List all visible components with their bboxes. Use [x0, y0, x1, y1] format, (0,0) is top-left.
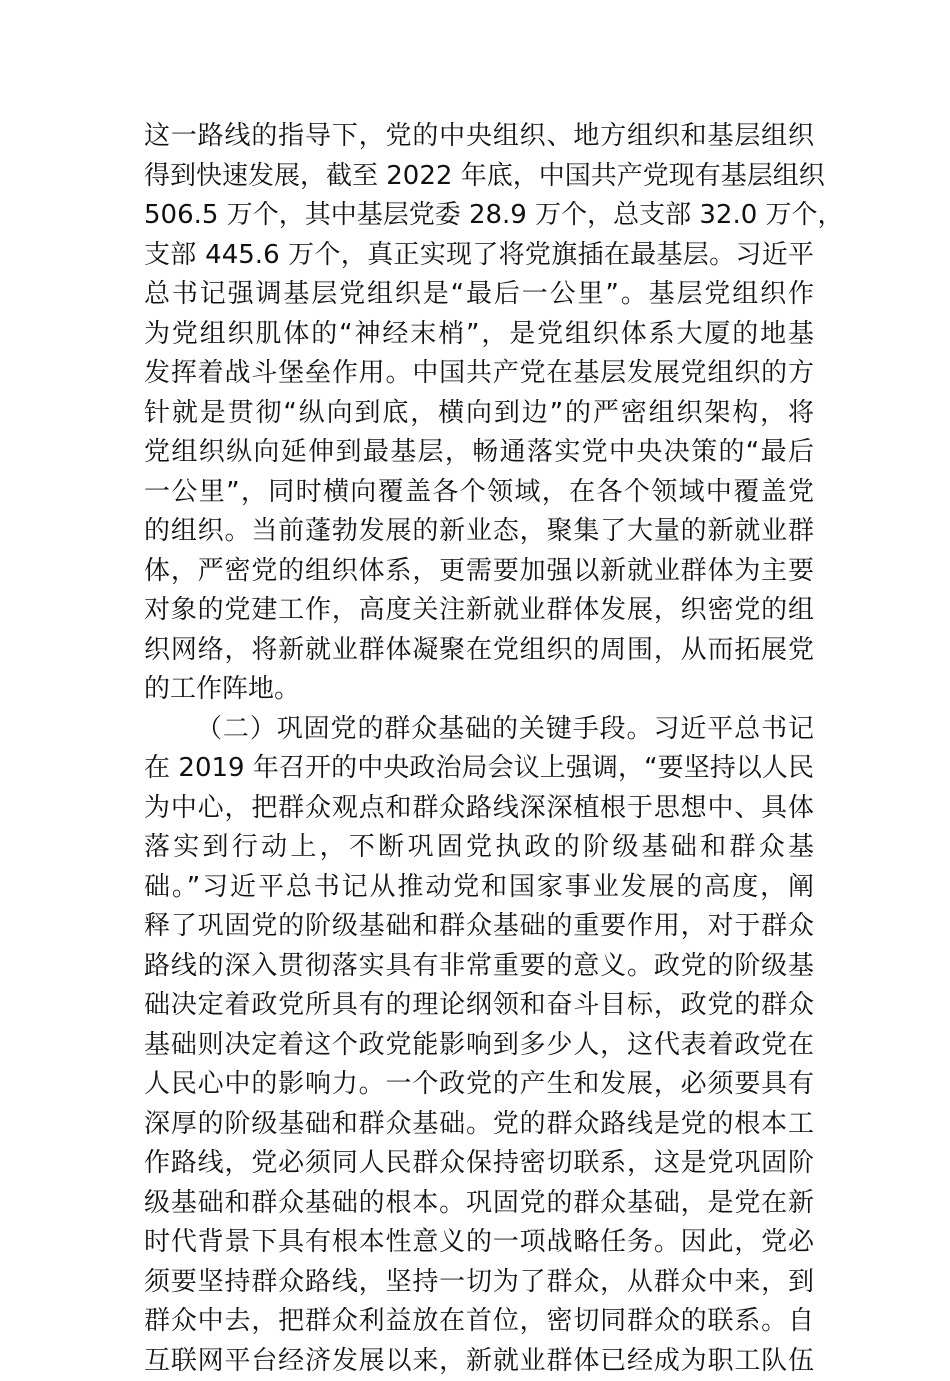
text-line: 释了巩固党的阶级基础和群众基础的重要作用，对于群众	[144, 907, 814, 947]
text-line: 得到快速发展，截至 2022 年底，中国共产党现有基层组织	[144, 157, 814, 197]
text-line: 支部 445.6 万个，真正实现了将党旗插在最基层。习近平	[144, 236, 814, 276]
text-line: 506.5 万个，其中基层党委 28.9 万个，总支部 32.0 万个，	[144, 196, 814, 236]
text-line: 群众中去，把群众利益放在首位，密切同群众的联系。自	[144, 1302, 814, 1342]
text-line: 时代背景下具有根本性意义的一项战略任务。因此，党必	[144, 1223, 814, 1263]
text-line: 的组织。当前蓬勃发展的新业态，聚集了大量的新就业群	[144, 512, 814, 552]
text-line: 这一路线的指导下，党的中央组织、地方组织和基层组织	[144, 117, 814, 157]
text-line: 落实到行动上，不断巩固党执政的阶级基础和群众基	[144, 828, 814, 868]
text-line: 基础则决定着这个政党能影响到多少人，这代表着政党在	[144, 1026, 814, 1066]
text-line: 针就是贯彻“纵向到底，横向到边”的严密组织架构，将	[144, 394, 814, 434]
text-line: 织网络，将新就业群体凝聚在党组织的周围，从而拓展党	[144, 631, 814, 671]
text-line: 础决定着政党所具有的理论纲领和奋斗目标，政党的群众	[144, 986, 814, 1026]
section-heading-line: （二）巩固党的群众基础的关键手段。习近平总书记	[144, 710, 814, 750]
text-line: 体，严密党的组织体系，更需要加强以新就业群体为主要	[144, 552, 814, 592]
text-line: 级基础和群众基础的根本。巩固党的群众基础，是党在新	[144, 1184, 814, 1224]
text-line: 须要坚持群众路线，坚持一切为了群众，从群众中来，到	[144, 1263, 814, 1303]
text-line: 础。”习近平总书记从推动党和国家事业发展的高度，阐	[144, 868, 814, 908]
text-line: 互联网平台经济发展以来，新就业群体已经成为职工队伍	[144, 1342, 814, 1381]
text-line: 一公里”，同时横向覆盖各个领域，在各个领域中覆盖党	[144, 473, 814, 513]
text-line: 为中心，把群众观点和群众路线深深植根于思想中、具体	[144, 789, 814, 829]
text-line: 路线的深入贯彻落实具有非常重要的意义。政党的阶级基	[144, 947, 814, 987]
text-line: 深厚的阶级基础和群众基础。党的群众路线是党的根本工	[144, 1105, 814, 1145]
text-line: 人民心中的影响力。一个政党的产生和发展，必须要具有	[144, 1065, 814, 1105]
paragraph-end-line: 的工作阵地。	[144, 670, 814, 710]
text-line: 为党组织肌体的“神经末梢”，是党组织体系大厦的地基	[144, 315, 814, 355]
text-line: 发挥着战斗堡垒作用。中国共产党在基层发展党组织的方	[144, 354, 814, 394]
text-line: 总书记强调基层党组织是“最后一公里”。基层党组织作	[144, 275, 814, 315]
body-text	[144, 117, 814, 1381]
text-line: 在 2019 年召开的中央政治局会议上强调，“要坚持以人民	[144, 749, 814, 789]
text-line: 作路线，党必须同人民群众保持密切联系，这是党巩固阶	[144, 1144, 814, 1184]
text-line: 对象的党建工作，高度关注新就业群体发展，织密党的组	[144, 591, 814, 631]
text-line: 党组织纵向延伸到最基层，畅通落实党中央决策的“最后	[144, 433, 814, 473]
